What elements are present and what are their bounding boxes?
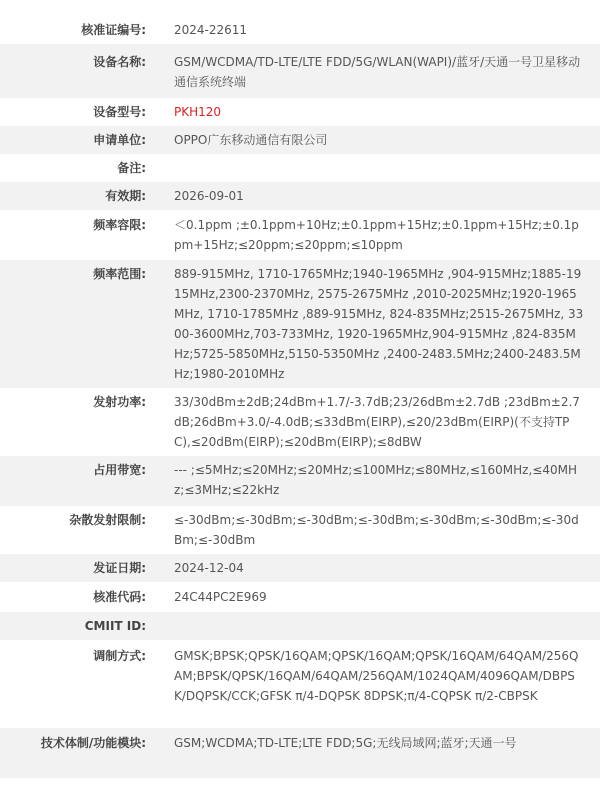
- row-frequency-tolerance: [0, 210, 600, 260]
- field-value: 889-915MHz, 1710-1765MHz;1940-1965MHz ,904-915MHz;1885-1915MHz,2300-2370MHz, 2575-2675MHz ,2010-2025MHz;1920-1965MHz, 1710-1785MHz ,889-915MHz, 824-835MHz;2515-2675MHz, 3300-3600MHz,703-733MHz, 1920-1965MHz,904-915MHz ,824-835MHz;5725-5850MHz,5150-5350MHz ,2400-2483.5MHz;2400-2483.5MHz;1980-2010MHz: [174, 267, 584, 381]
- field-label: 频率容限:: [93, 218, 146, 232]
- field-value: 2024-22611: [174, 23, 248, 37]
- row-remarks: [0, 154, 600, 182]
- row-applicant: [0, 126, 600, 154]
- field-label: 备注:: [117, 161, 146, 175]
- row-device-name: [0, 44, 600, 98]
- field-label: 技术体制/功能模块:: [40, 736, 146, 750]
- field-value: PKH120: [174, 105, 222, 119]
- row-approval-code: [0, 582, 600, 612]
- field-value: 33/30dBm±2dB;24dBm+1.7/-3.7dB;23/26dBm±2.7dB ;23dBm±2.7dB;26dBm+3.0/-4.0dB;≤33dBm(EIRP),≤20/23dBm(EIRP)(不支持TPC),≤20dBm(EIRP);≤20dBm(EIRP);≤8dBW: [174, 395, 580, 449]
- field-label: 杂散发射限制:: [69, 513, 146, 527]
- field-value: GSM/WCDMA/TD-LTE/LTE FDD/5G/WLAN(WAPI)/蓝牙/天通一号卫星移动通信系统终端: [174, 55, 581, 89]
- row-occupied-bandwidth: [0, 456, 600, 506]
- row-spurious-emission: [0, 506, 600, 554]
- field-label: 有效期:: [105, 189, 146, 203]
- row-issue-date: [0, 554, 600, 582]
- field-label: 核准证编号:: [81, 23, 146, 37]
- row-modulation: [0, 640, 600, 728]
- field-label: 频率范围:: [93, 267, 146, 281]
- row-validity: [0, 182, 600, 210]
- field-value: ＜0.1ppm ;±0.1ppm+10Hz;±0.1ppm+15Hz;±0.1ppm+15Hz;±0.1ppm+15Hz;≤20ppm;≤20ppm;≤10ppm: [174, 218, 579, 252]
- field-label: CMIIT ID:: [84, 619, 146, 633]
- field-label: 调制方式:: [93, 649, 146, 663]
- row-device-model: [0, 98, 600, 126]
- field-label: 发射功率:: [93, 395, 146, 409]
- row-cmiit-id: [0, 612, 600, 640]
- field-label: 占用带宽:: [93, 463, 146, 477]
- row-technology-modules: [0, 728, 600, 778]
- field-value: GSM;WCDMA;TD-LTE;LTE FDD;5G;无线局域网;蓝牙;天通一号: [174, 736, 517, 750]
- row-certificate-number: [0, 0, 600, 44]
- field-label: 设备型号:: [93, 105, 146, 119]
- field-label: 发证日期:: [93, 561, 146, 575]
- field-value: --- ;≤5MHz;≤20MHz;≤20MHz;≤100MHz;≤80MHz,≤160MHz,≤40MHz;≤3MHz;≤22kHz: [174, 463, 577, 497]
- row-transmit-power: [0, 388, 600, 456]
- row-frequency-range: [0, 260, 600, 388]
- field-value: 2024-12-04: [174, 561, 244, 575]
- field-value: ≤-30dBm;≤-30dBm;≤-30dBm;≤-30dBm;≤-30dBm;≤-30dBm;≤-30dBm;≤-30dBm: [174, 513, 579, 547]
- field-label: 设备名称:: [93, 55, 146, 69]
- field-value: OPPO广东移动通信有限公司: [174, 133, 328, 147]
- field-value: 24C44PC2E969: [174, 590, 267, 604]
- field-value: 2026-09-01: [174, 189, 244, 203]
- field-value: GMSK;BPSK;QPSK/16QAM;QPSK/16QAM;QPSK/16QAM/64QAM/256QAM;BPSK/QPSK/16QAM/64QAM/256QAM/1024QAM/4096QAM/DBPSK/DQPSK/CCK;GFSK π/4-DQPSK 8DPSK;π/4-CQPSK π/2-CBPSK: [174, 649, 579, 703]
- field-label: 核准代码:: [93, 590, 146, 604]
- field-label: 申请单位:: [93, 133, 146, 147]
